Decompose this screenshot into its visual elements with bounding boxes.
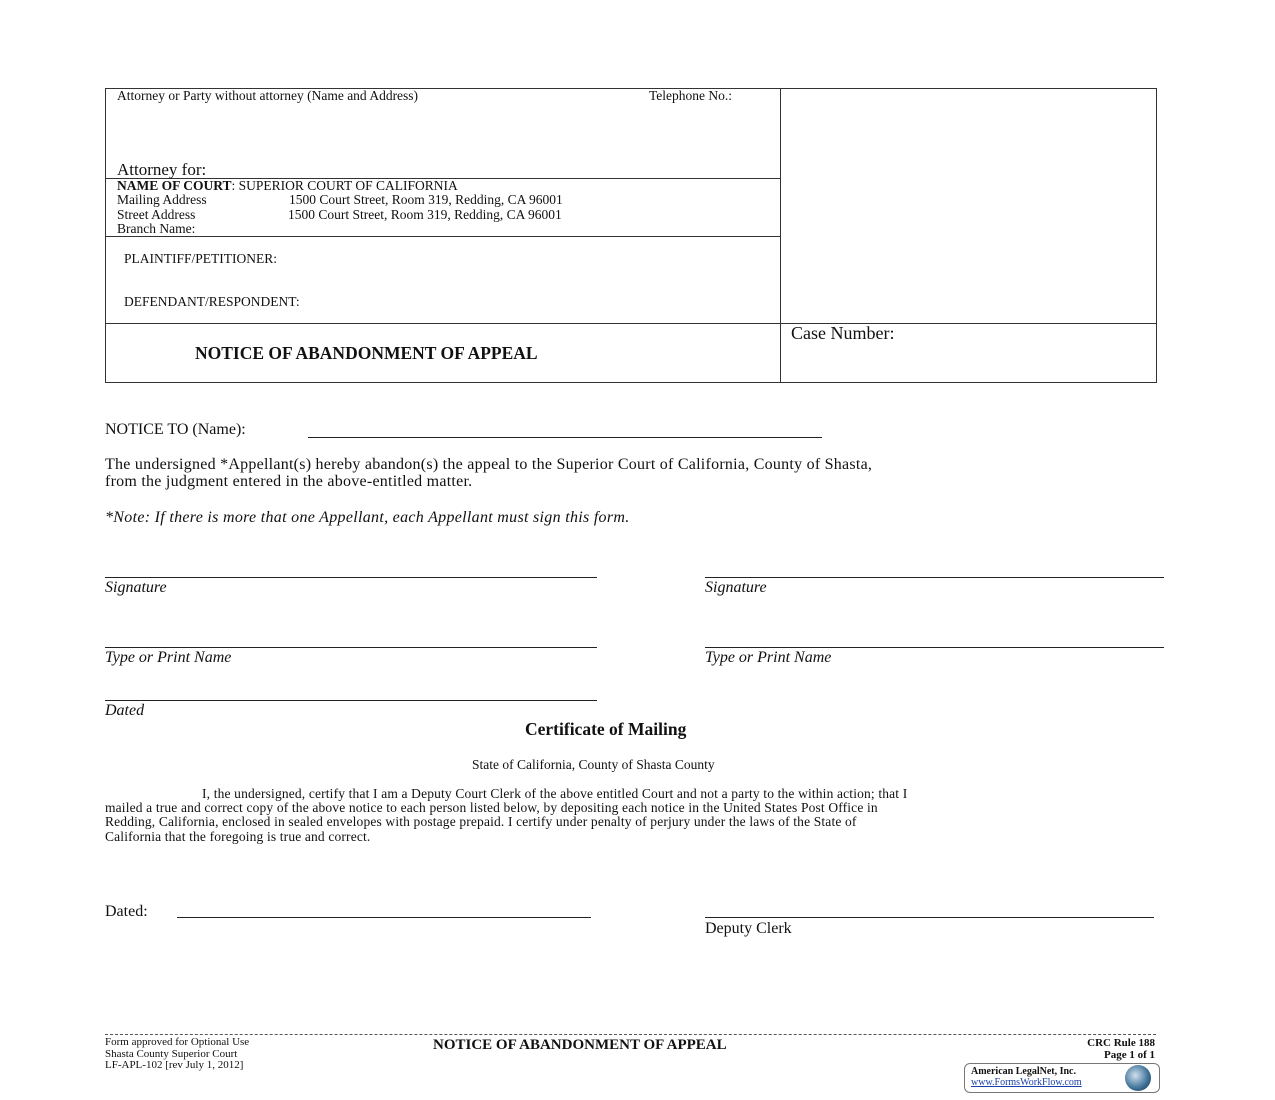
logo-name: American LegalNet, Inc.: [971, 1066, 1076, 1077]
dated-line[interactable]: [105, 700, 597, 701]
footer-rule: [105, 1034, 1156, 1035]
plaintiff-label: PLAINTIFF/PETITIONER:: [124, 251, 277, 266]
footer-page: Page 1 of 1: [1103, 1049, 1155, 1061]
certificate-line: mailed a true and correct copy of the above notice to each person listed below, by depositing each notice in the United States Post Office in: [105, 800, 878, 815]
american-legalnet-logo[interactable]: [964, 1063, 1160, 1093]
case-number-label: Case Number:: [791, 323, 895, 343]
notice-to-line[interactable]: [308, 437, 822, 438]
defendant-label: DEFENDANT/RESPONDENT:: [124, 294, 300, 309]
certificate-line: California that the foregoing is true and correct.: [105, 829, 371, 844]
deputy-clerk-label: Deputy Clerk: [705, 920, 792, 937]
footer-rule-ref: CRC Rule 188: [1087, 1037, 1155, 1049]
street-label: Street Address: [117, 207, 196, 222]
print-name-label: Type or Print Name: [705, 649, 832, 666]
divider: [105, 323, 1156, 324]
mailing-value: 1500 Court Street, Room 319, Redding, CA 96001: [289, 192, 563, 207]
court-name-label: NAME OF COURT: [117, 178, 232, 193]
telephone-label: Telephone No.:: [649, 88, 733, 103]
street-value: 1500 Court Street, Room 319, Redding, CA 96001: [288, 207, 562, 222]
footer-left-line: Form approved for Optional Use: [105, 1036, 250, 1048]
notice-to-label: NOTICE TO (Name):: [105, 421, 246, 438]
attorney-for-label: Attorney for:: [117, 160, 207, 179]
footer-left-line: Shasta County Superior Court: [105, 1047, 238, 1060]
branch-label: Branch Name:: [117, 221, 196, 236]
paragraph-line: The undersigned *Appellant(s) hereby abandon(s) the appeal to the Superior Court of California, County of Shasta,: [105, 456, 873, 473]
deputy-clerk-line[interactable]: [705, 917, 1154, 918]
print-name-line-1[interactable]: [105, 647, 597, 648]
form-title: NOTICE OF ABANDONMENT OF APPEAL: [195, 343, 538, 363]
paragraph-line: from the judgment entered in the above-entitled matter.: [105, 473, 473, 490]
signature-label: Signature: [105, 579, 167, 596]
print-name-line-2[interactable]: [705, 647, 1164, 648]
caption-divider: [780, 88, 781, 382]
cert-dated-line[interactable]: [177, 917, 591, 918]
certificate-title: Certificate of Mailing: [525, 719, 687, 739]
certificate-line: Redding, California, enclosed in sealed envelopes with postage prepaid. I certify under penalty of perjury under the laws of the State of: [105, 814, 857, 829]
dated-label: Dated: [105, 702, 145, 719]
certificate-venue: State of California, County of Shasta County: [472, 757, 715, 772]
cert-dated-label: Dated:: [105, 903, 148, 920]
divider: [105, 236, 780, 237]
logo-url[interactable]: www.FormsWorkFlow.com: [971, 1077, 1082, 1088]
footer-right: [1087, 1037, 1155, 1061]
signature-label: Signature: [705, 579, 767, 596]
footer-left-line: LF-APL-102 [rev July 1, 2012]: [105, 1059, 244, 1071]
mailing-label: Mailing Address: [117, 192, 207, 207]
certificate-line: I, the undersigned, certify that I am a Deputy Court Clerk of the above entitled Court and not a party to the within action; that I: [202, 786, 908, 801]
footer-title: NOTICE OF ABANDONMENT OF APPEAL: [433, 1037, 727, 1053]
attorney-label: Attorney or Party without attorney (Name and Address): [117, 88, 419, 103]
print-name-label: Type or Print Name: [105, 649, 232, 666]
signature-line-1[interactable]: [105, 577, 597, 578]
signature-line-2[interactable]: [705, 577, 1164, 578]
footer-left: [105, 1037, 249, 1072]
note: *Note: If there is more that one Appellant, each Appellant must sign this form.: [105, 509, 630, 526]
globe-icon: [1125, 1065, 1151, 1091]
court-name-value: : SUPERIOR COURT OF CALIFORNIA: [231, 178, 458, 193]
